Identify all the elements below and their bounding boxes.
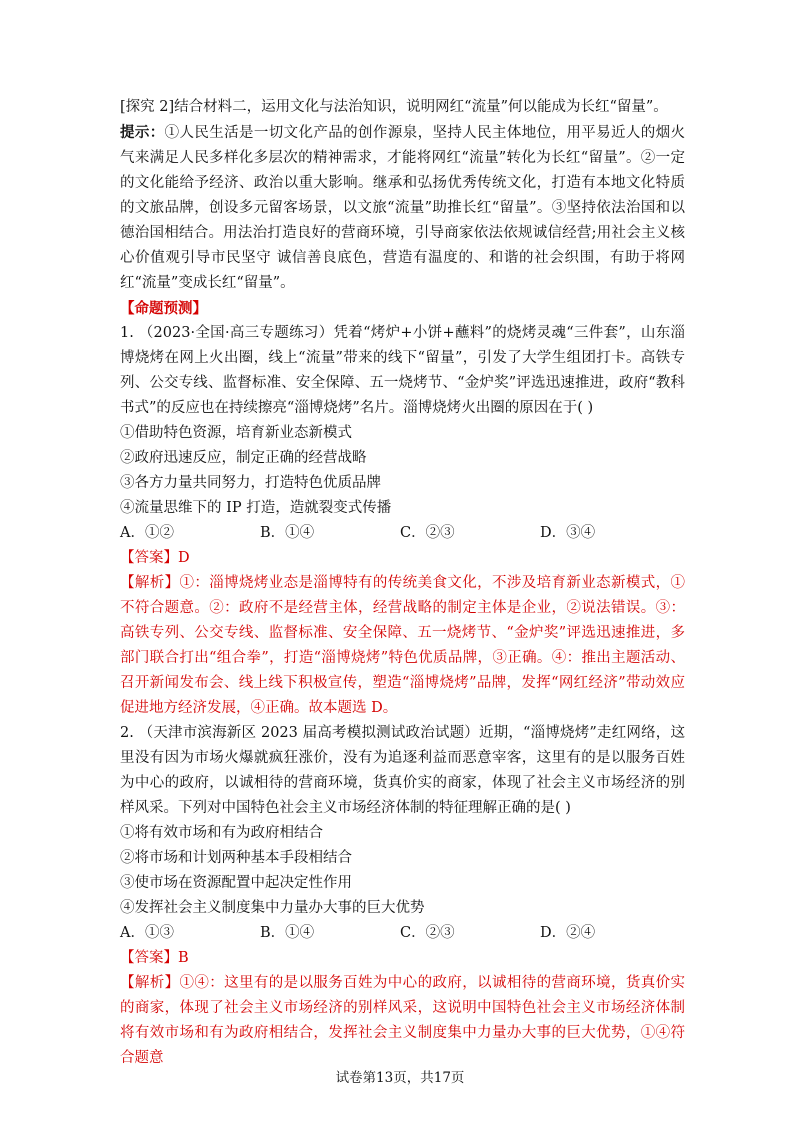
question-1-item: ④流量思维下的 IP 打造，造就裂变式传播 [120,500,392,516]
page-content [120,95,685,1071]
option-a: A．①③ [120,925,174,941]
question-1-item: ②政府迅速反应，制定正确的经营战略 [120,450,367,466]
option-b: B．①④ [260,925,315,941]
section-title: 【命题预测】 [120,300,207,317]
question-1-analysis: 【解析】①：淄博烧烤业态是淄博特有的传统美食文化，不涉及培育新业态新模式，①不符合题意。②：政府不是经营主体，经营战略的制定主体是企业，②说法错误。③：高铁专列、公交专线、监督标准、安全保障、五一烧烤节、“金炉奖”评选迅速推进，多部门联合打出“组合拳”，打造“淄博烧烤”特色优质品牌，③正确。④：推出主题活动、召开新闻发布会、线上线下积极宣传，塑造“淄博烧烤”品牌，发挥“网红经济”带动效应促进地方经济发展，④正确。故本题选 D。 [120,575,685,716]
option-b: B．①④ [260,525,315,541]
question-2-item: ②将市场和计划两种基本手段相结合 [120,850,352,866]
option-a: A．①② [120,525,174,541]
question-1-answer: 【答案】D [120,550,190,566]
page-footer: 试卷第13页，共17页 [335,1070,465,1086]
hint-text: ①人民生活是一切文化产品的创作源泉，坚持人民主体地位，用平易近人的烟火气来满足人民多样化多层次的精神需求，才能将网红“流量”转化为长红“留量”。②一定的文化能给予经济、政治以重大影响。继承和弘扬优秀传统文化，打造有本地文化特质的文旅品牌，创设多元留客场景，以文旅“流量”助推长红“留量”。③坚持依法治国和以德治国相结合。用法治打造良好的营商环境，引导商家依法依规诚信经营;用社会主义核心价值观引导市民坚守 诚信善良底色，营造有温度的、和谐的社会织围，有助于将网红“流量”变成长红“留量”。 [120,125,686,291]
question-2-stem: 2. （天津市滨海新区 2023 届高考模拟测试政治试题）近期，“淄博烧烤”走红网络，这里没有因为市场火爆就疯狂涨价，没有为追逐利益而恶意宰客，这里有的是以服务百姓为中心的政府，以诚相待的营商环境，货真价实的商家，体现了社会主义市场经济的别样风采。下列对中国特色社会主义市场经济体制的特征理解正确的是( ) [120,725,685,816]
option-c: C．②③ [400,525,455,541]
question-2-options [120,921,685,946]
option-d: D．②④ [540,925,596,941]
question-2-analysis: 【解析】①④：这里有的是以服务百姓为中心的政府，以诚相待的营商环境，货真价实的商家，体现了社会主义市场经济的别样风采，这说明中国特色社会主义市场经济体制将有效市场和有为政府相结合，发挥社会主义制度集中力量办大事的巨大优势，①④符合题意 [120,975,685,1066]
question-2-item: ④发挥社会主义制度集中力量办大事的巨大优势 [120,900,425,916]
question-2-item: ③使市场在资源配置中起决定性作用 [120,875,352,891]
option-c: C．②③ [400,925,455,941]
inquiry-label: [探究 2] [120,99,175,115]
question-1-item: ③各方力量共同努力，打造特色优质品牌 [120,475,381,491]
question-2-answer: 【答案】B [120,950,189,966]
question-1-item: ①借助特色资源，培育新业态新模式 [120,425,352,441]
inquiry-text: 结合材料二，运用文化与法治知识，说明网红“流量”何以能成为长红“留量”。 [174,99,668,115]
hint-paragraph [120,120,685,296]
question-2-item: ①将有效市场和有为政府相结合 [120,825,323,841]
question-1-options [120,521,685,546]
inquiry-paragraph [120,95,685,120]
option-d: D．③④ [540,525,596,541]
hint-label: 提示： [120,124,165,141]
question-1-stem: 1. （2023·全国·高三专题练习）凭着“烤炉+小饼+蘸料”的烧烤灵魂“三件套”，山东淄博烧烤在网上火出圈，线上“流量”带来的线下“留量”，引发了大学生组团打卡。高铁专列、公交专线、监督标准、安全保障、五一烧烤节、“金炉奖”评选迅速推进，政府“教科书式”的反应也在持续擦亮“淄博烧烤”名片。淄博烧烤火出圈的原因在于( ) [120,325,685,416]
